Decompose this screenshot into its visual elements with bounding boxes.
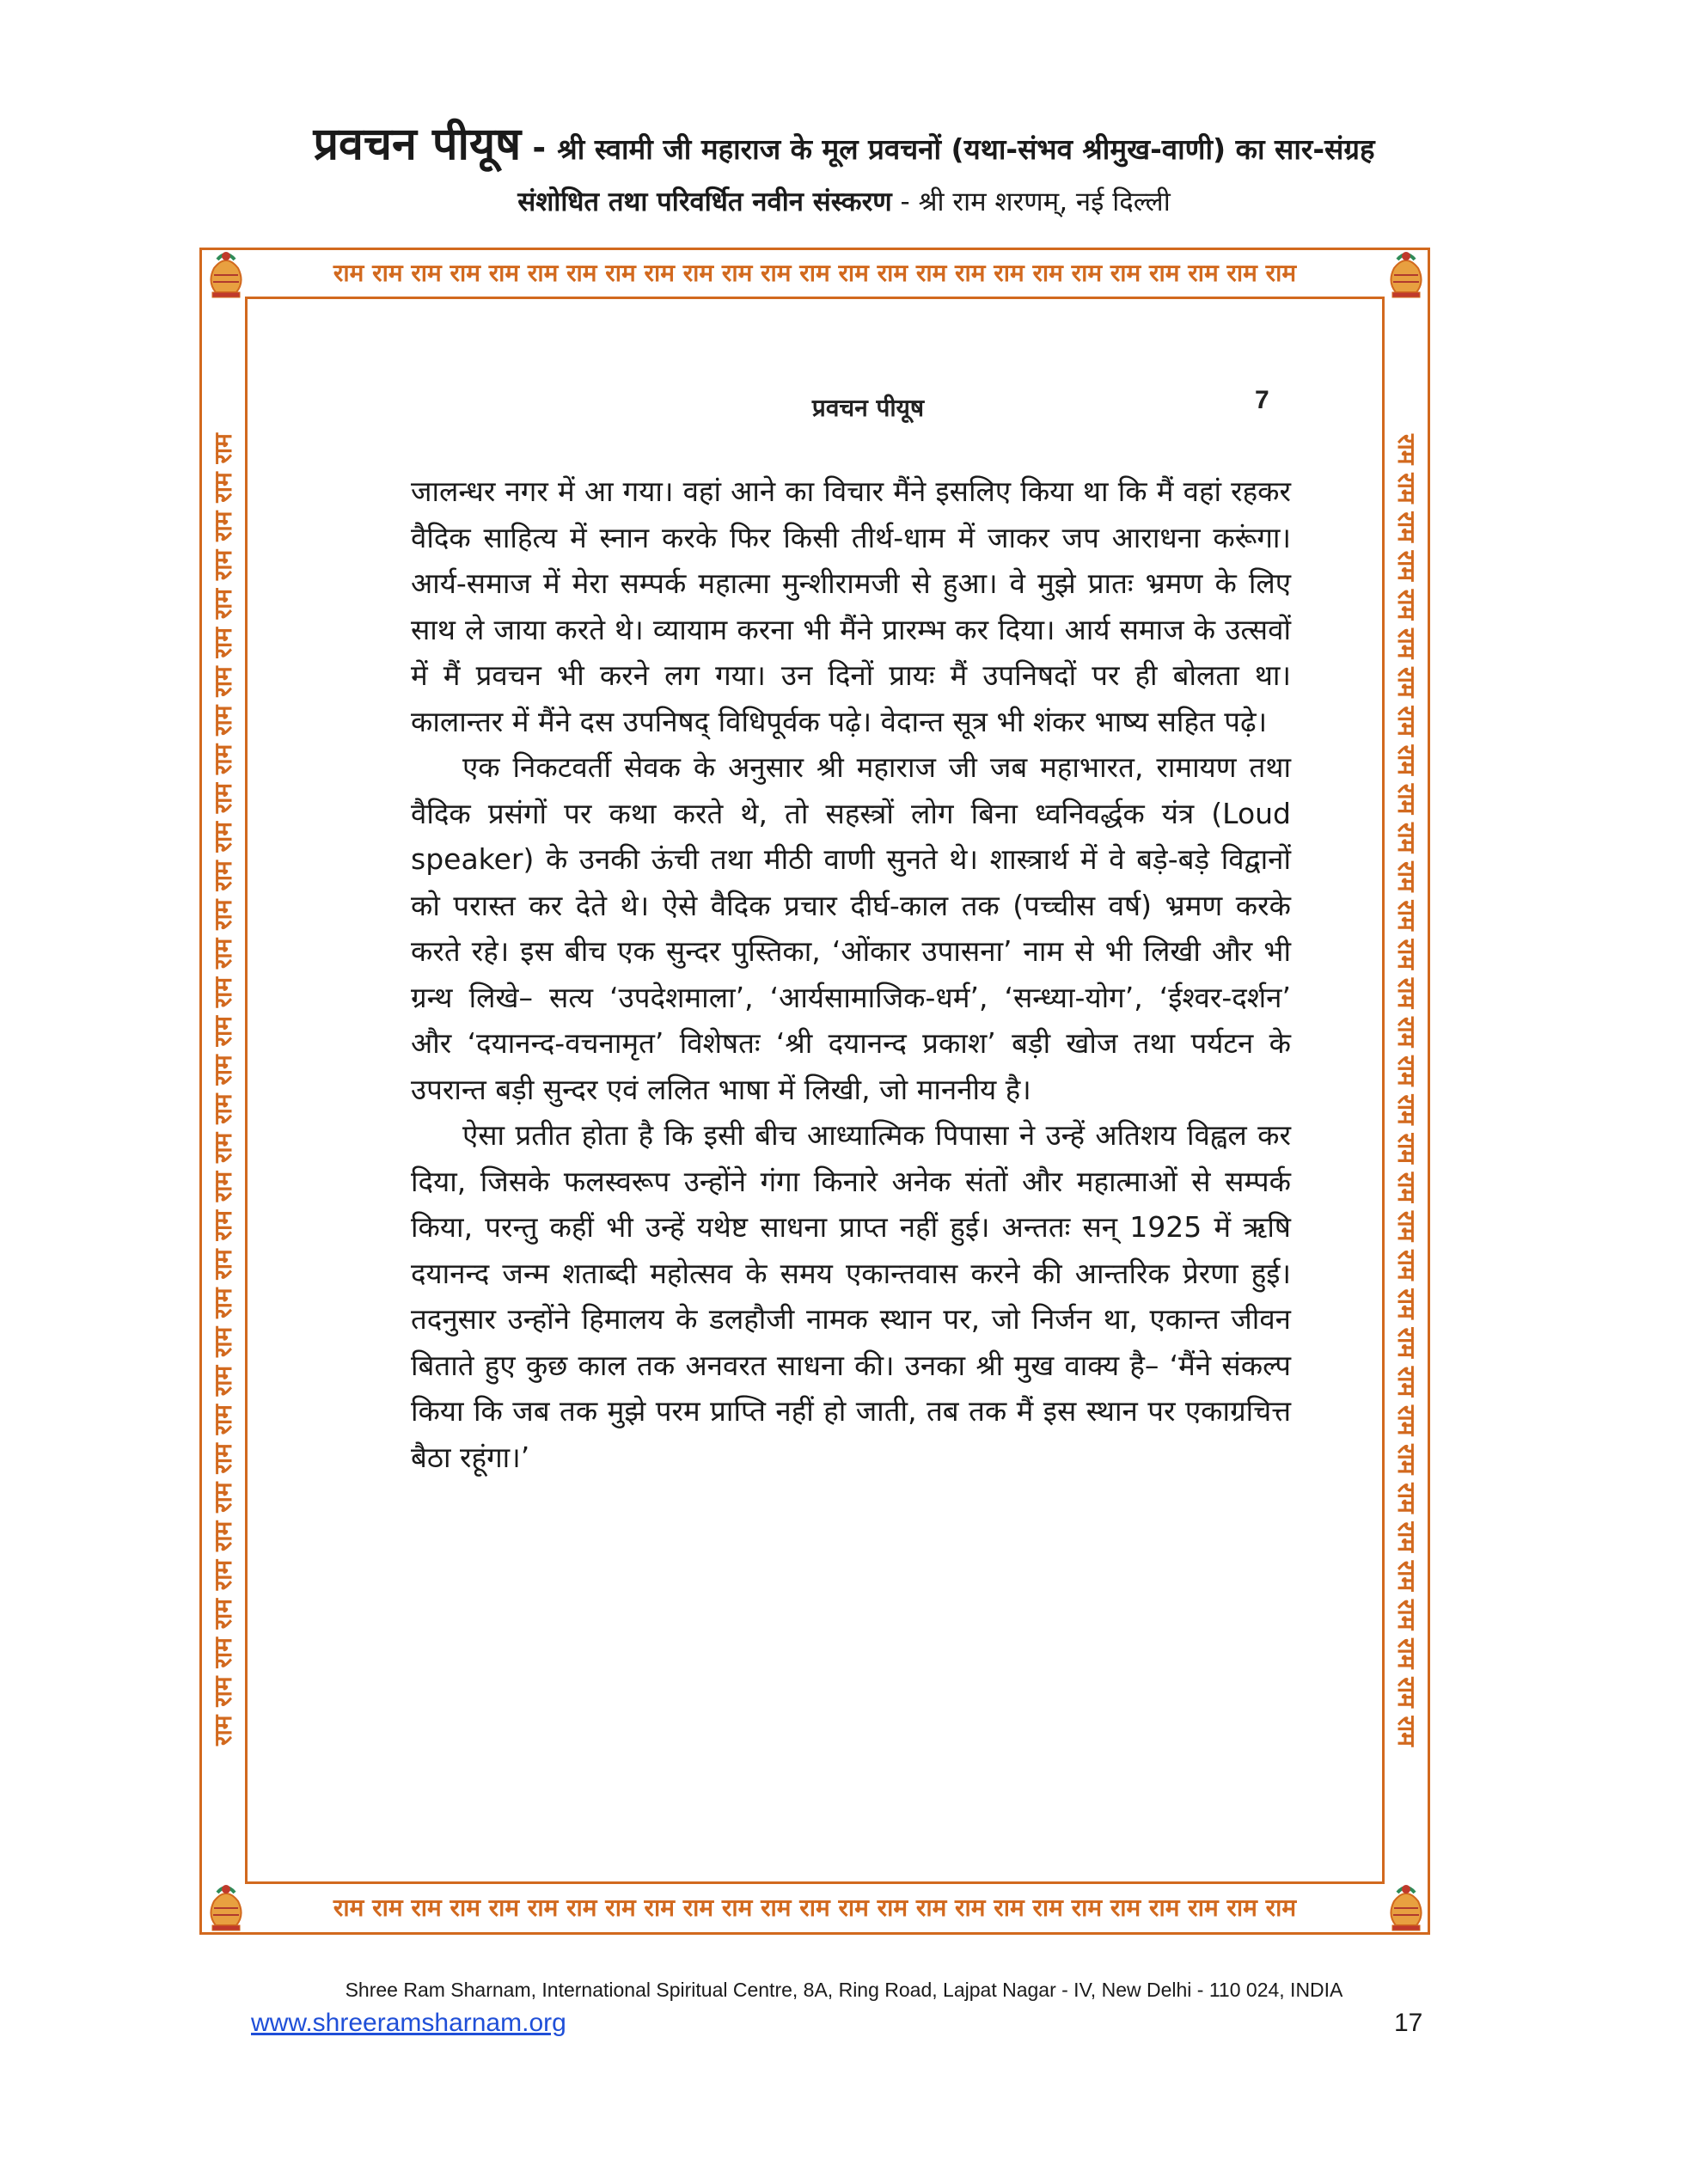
kalash-icon (1382, 248, 1430, 301)
ram-border-text: राम राम राम राम राम राम राम राम राम राम राम राम राम राम राम राम राम राम राम राम राम राम राम राम राम राम राम राम राम राम राम राम राम राम (209, 433, 237, 1747)
ram-border-bottom (254, 1889, 1376, 1927)
running-title: प्रवचन पीयूष (811, 394, 925, 422)
ram-border-text: राम राम राम राम राम राम राम राम राम राम राम राम राम राम राम राम राम राम राम राम राम राम राम राम राम (333, 1893, 1297, 1922)
kalash-icon (202, 248, 250, 301)
scanned-page-body (411, 468, 1291, 1480)
ram-border-text: राम राम राम राम राम राम राम राम राम राम राम राम राम राम राम राम राम राम राम राम राम राम राम राम राम राम राम राम राम राम राम राम राम राम (1392, 433, 1421, 1747)
book-subtitle: श्री स्वामी जी महाराज के मूल प्रवचनों (यथा-संभव श्रीमुख-वाणी) का सार-संग्रह (557, 132, 1375, 166)
title-separator: - (521, 129, 558, 167)
footer-address: Shree Ram Sharnam, International Spiritual Centre, 8A, Ring Road, Lajpat Nagar - IV, New Delhi - 110 024, INDIA (345, 1979, 1343, 2001)
document-header-title (0, 112, 1688, 173)
website-link[interactable]: www.shreeramsharnam.org (251, 2009, 566, 2037)
kalash-icon (202, 1881, 250, 1934)
ram-border-top (254, 254, 1376, 292)
kalash-icon (1382, 1881, 1430, 1934)
ram-border-text: राम राम राम राम राम राम राम राम राम राम राम राम राम राम राम राम राम राम राम राम राम राम राम राम राम (333, 259, 1297, 287)
paragraph: जालन्धर नगर में आ गया। वहां आने का विचार मैंने इसलिए किया था कि मैं वहां रहकर वैदिक साहित्य में स्नान करके फिर किसी तीर्थ-धाम में जाकर जप आराधना करूंगा। आर्य-समाज में मेरा सम्पर्क महात्मा मुन्शीरामजी से हुआ। वे मुझे प्रातः भ्रमण के लिए साथ ले जाया करते थे। व्यायाम करना भी मैंने प्रारम्भ कर दिया। आर्य समाज के उत्सवों में मैं प्रवचन भी करने लग गया। उन दिनों प्रायः मैं उपनिषदों पर ही बोलता था। कालान्तर में मैंने दस उपनिषद् विधिपूर्वक पढ़े। वेदान्त सूत्र भी शंकर भाष्य सहित पढ़े। (411, 474, 1291, 738)
edition-line (0, 183, 1688, 219)
paragraph: एक निकटवर्ती सेवक के अनुसार श्री महाराज जी जब महाभारत, रामायण तथा वैदिक प्रसंगों पर कथा करते थे, तो सहस्त्रों लोग बिना ध्वनिवर्द्धक यंत्र (Loud speaker) के उनकी ऊंची तथा मीठी वाणी सुनते थे। शास्त्रार्थ में वे बड़े-बड़े विद्वानों को परास्त कर देते थे। ऐसे वैदिक प्रचार दीर्घ-काल तक (पच्चीस वर्ष) भ्रमण करके करते रहे। इस बीच एक सुन्दर पुस्तिका, ‘ओंकार उपासना’ नाम से भी लिखी और भी ग्रन्थ लिखे– सत्य ‘उपदेशमाला’, ‘आर्यसामाजिक-धर्म’, ‘सन्ध्या-योग’, ‘ईश्वर-दर्शन’ और ‘दयानन्द-वचनामृत’ विशेषतः ‘श्री दयानन्द प्रकाश’ बड़ी खोज तथा पर्यटन के उपरान्त बड़ी सुन्दर एवं ललित भाषा में लिखी, जो माननीय है। (411, 750, 1291, 1106)
paragraph: ऐसा प्रतीत होता है कि इसी बीच आध्यात्मिक पिपासा ने उन्हें अतिशय विह्वल कर दिया, जिसके फलस्वरूप उन्होंने गंगा किनारे अनेक संतों और महात्माओं से सम्पर्क किया, परन्तु कहीं भी उन्हें यथेष्ट साधना प्राप्त नहीं हुई। अन्ततः सन् 1925 में ऋषि दयानन्द जन्म शताब्दी महोत्सव के समय एकान्तवास करने की आन्तरिक प्रेरणा हुई। तदनुसार उन्होंने हिमालय के डलहौजी नामक स्थान पर, जो निर्जन था, एकान्त जीवन बिताते हुए कुछ काल तक अनवरत साधना की। उनका श्री मुख वाक्य है– ‘मैंने संकल्प किया कि जब तक मुझे परम प्राप्ति नहीं हो जाती, तब तक मैं इस स्थान पर एकाग्रचित्त बैठा रहूंगा।’ (411, 1118, 1291, 1474)
edition-label: संशोधित तथा परिवर्धित नवीन संस्करण (517, 187, 892, 217)
footer-page-number: 17 (1394, 2009, 1423, 2037)
ram-border-right (1387, 325, 1425, 1855)
scanned-page-number: 7 (1255, 386, 1269, 414)
publisher-label: - श्री राम शरणम्, नई दिल्ली (891, 187, 1171, 217)
ram-border-left (205, 325, 242, 1855)
book-title: प्रवचन पीयूष (313, 119, 522, 170)
